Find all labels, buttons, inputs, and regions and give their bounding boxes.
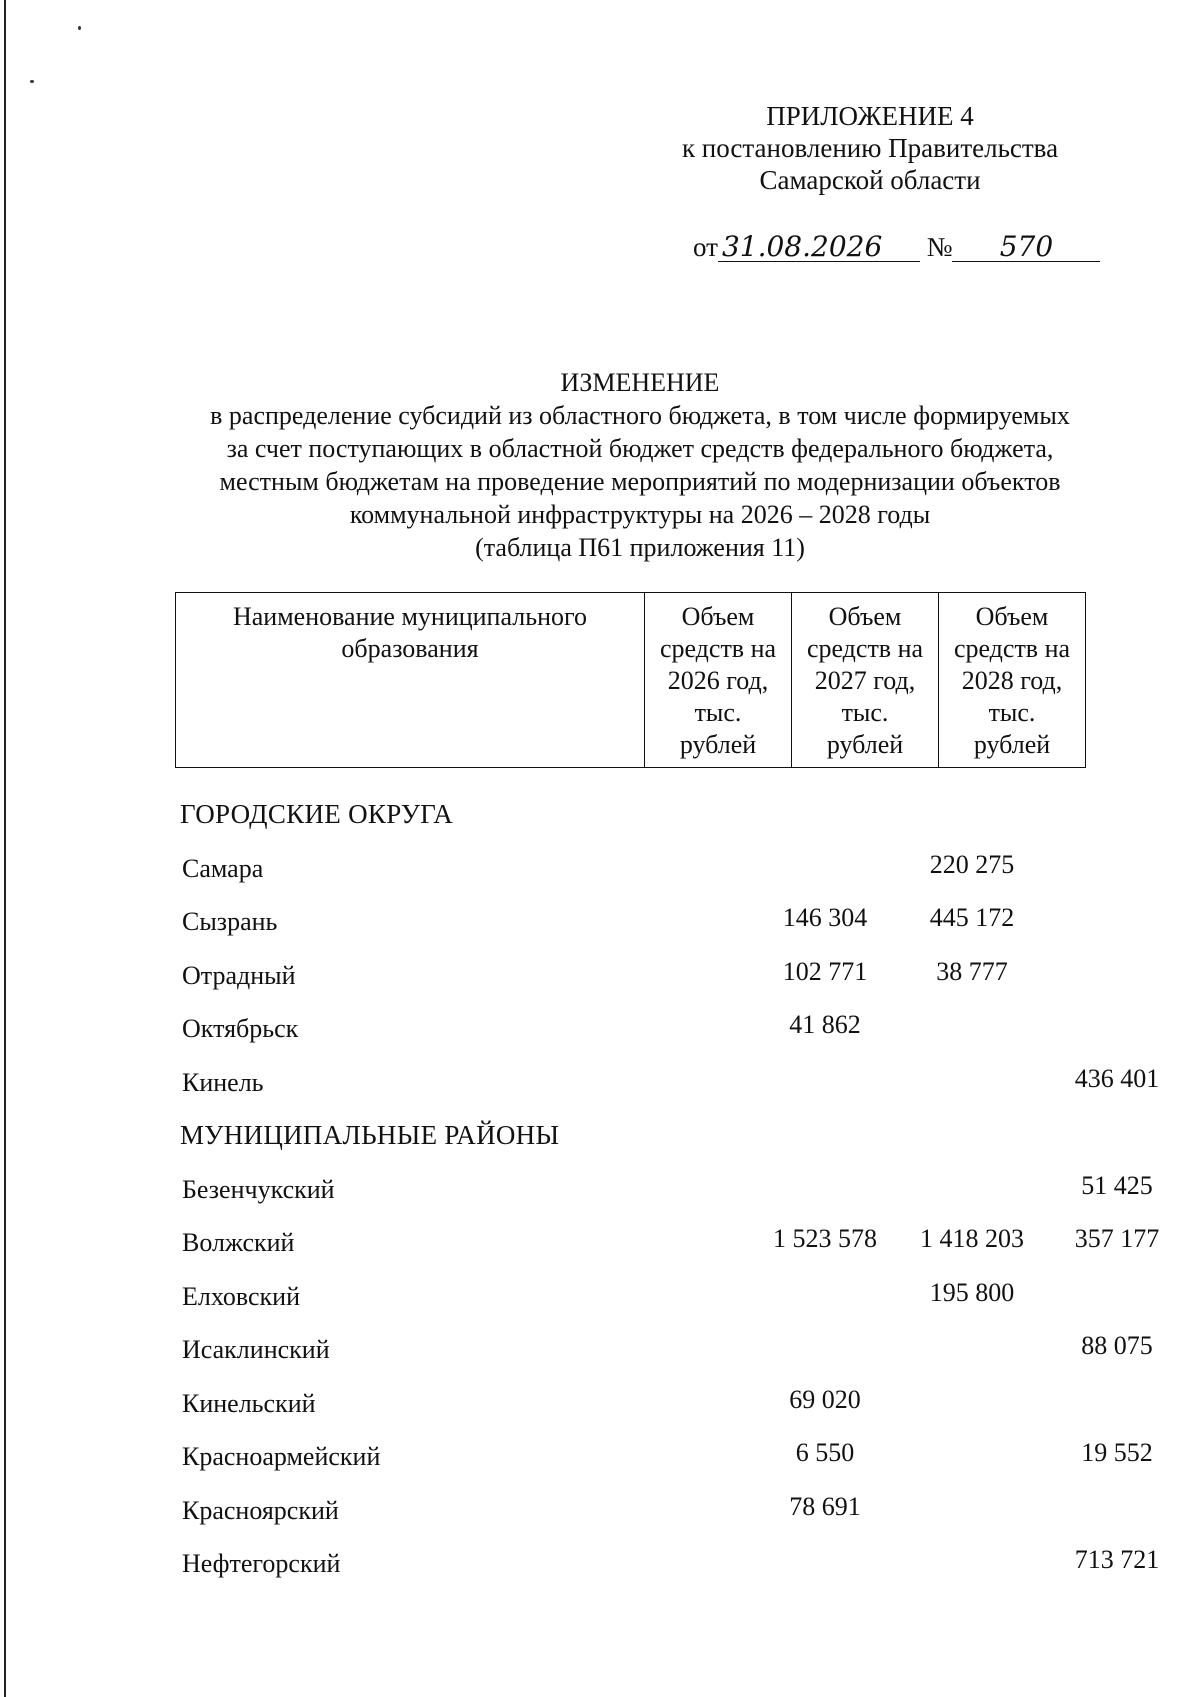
scan-speck bbox=[30, 80, 34, 83]
amount-2027: 195 800 bbox=[929, 1277, 1015, 1307]
municipality-name: Елховский bbox=[182, 1281, 300, 1311]
municipality-name: Кинельский bbox=[182, 1388, 316, 1418]
header-text: тыс. bbox=[841, 698, 889, 727]
header-text: образования bbox=[341, 634, 479, 663]
title-line: коммунальной инфраструктуры на 2026 – 2028 годы bbox=[349, 500, 931, 529]
municipality-name: Кинель bbox=[182, 1067, 264, 1097]
header-text: Объем bbox=[681, 602, 755, 631]
municipality-name: Красноярский bbox=[182, 1495, 339, 1525]
header-text: 2027 год, bbox=[814, 666, 916, 695]
table-row bbox=[180, 1377, 1080, 1431]
amount-2026: 102 771 bbox=[782, 956, 868, 986]
appendix-reference: к постановлению Правительства bbox=[681, 133, 1059, 163]
amount-2026: 1 523 578 bbox=[773, 1224, 877, 1253]
header-text: Объем bbox=[975, 602, 1049, 631]
header-text: рублей bbox=[973, 730, 1051, 759]
table-row bbox=[180, 949, 1080, 1003]
header-municipality bbox=[176, 593, 645, 768]
section-title: МУНИЦИПАЛЬНЫЕ РАЙОНЫ bbox=[180, 1120, 560, 1150]
table-row bbox=[180, 842, 1080, 896]
table-row bbox=[180, 1056, 1160, 1110]
section-row bbox=[180, 788, 1080, 842]
municipality-name: Сызрань bbox=[182, 907, 278, 936]
title-line: местным бюджетам на проведение мероприятий по модернизации объектов bbox=[219, 467, 1061, 496]
header-text: средств на bbox=[806, 634, 924, 663]
appendix-header bbox=[640, 100, 1100, 196]
amount-2028: 19 552 bbox=[1081, 1438, 1153, 1467]
amount-2026: 146 304 bbox=[782, 903, 868, 932]
table-header bbox=[175, 592, 1086, 768]
municipality-name: Исаклинский bbox=[182, 1335, 330, 1364]
title-table-reference: (таблица П61 приложения 11) bbox=[475, 533, 805, 562]
amount-2027: 445 172 bbox=[929, 903, 1015, 932]
amount-2027: 1 418 203 bbox=[920, 1224, 1024, 1253]
scan-speck bbox=[78, 26, 81, 30]
amount-2028: 51 425 bbox=[1081, 1170, 1153, 1200]
amount-2026: 41 862 bbox=[789, 1010, 861, 1039]
header-text: средств на bbox=[953, 634, 1071, 663]
table-row bbox=[180, 1537, 1160, 1591]
header-text: рублей bbox=[679, 730, 757, 759]
amount-2026: 78 691 bbox=[789, 1491, 861, 1521]
table-row bbox=[180, 1163, 1153, 1217]
from-label: от bbox=[693, 232, 718, 262]
header-text: 2026 год, bbox=[667, 666, 769, 695]
header-text: рублей bbox=[826, 730, 904, 759]
municipality-name: Волжский bbox=[182, 1228, 295, 1257]
table-row bbox=[180, 1484, 1080, 1538]
handwritten-number: 570 bbox=[952, 233, 1100, 262]
amount-2028: 436 401 bbox=[1074, 1063, 1160, 1093]
municipality-name: Отрадный bbox=[182, 960, 296, 990]
amount-2027: 220 275 bbox=[929, 849, 1015, 879]
table-row bbox=[180, 1323, 1153, 1377]
municipality-name: Нефтегорский bbox=[182, 1549, 341, 1578]
header-2028 bbox=[939, 593, 1086, 768]
table-row bbox=[180, 1270, 1080, 1324]
municipality-name: Самара bbox=[182, 853, 264, 883]
header-text: средств на bbox=[659, 634, 777, 663]
amount-2027: 38 777 bbox=[936, 956, 1008, 986]
amount-2026: 6 550 bbox=[795, 1438, 855, 1467]
appendix-region: Самарской области bbox=[759, 165, 981, 195]
municipality-name: Октябрьск bbox=[182, 1014, 299, 1043]
header-text: Объем bbox=[828, 602, 902, 631]
header-2026 bbox=[645, 593, 792, 768]
amount-2028: 713 721 bbox=[1074, 1545, 1160, 1574]
municipality-name: Красноармейский bbox=[182, 1442, 381, 1471]
header-text: Наименование муниципального bbox=[232, 602, 588, 631]
amount-2028: 88 075 bbox=[1081, 1331, 1153, 1360]
handwritten-date: 31.08.2026 bbox=[718, 233, 920, 262]
number-label: № bbox=[926, 232, 953, 262]
header-text: 2028 год, bbox=[961, 666, 1063, 695]
amount-2028: 357 177 bbox=[1074, 1224, 1160, 1253]
header-text: тыс. bbox=[694, 698, 742, 727]
document-title bbox=[150, 366, 1130, 564]
table-row bbox=[180, 1430, 1153, 1484]
table-row bbox=[180, 1002, 1080, 1056]
header-2027 bbox=[792, 593, 939, 768]
amount-2026: 69 020 bbox=[789, 1384, 861, 1414]
table-row bbox=[180, 1216, 1160, 1270]
title-line: в распределение субсидий из областного бюджета, в том числе формируемых bbox=[210, 401, 1070, 430]
section-row bbox=[180, 1109, 1080, 1163]
scan-page-edge bbox=[4, 0, 6, 1697]
section-title: ГОРОДСКИЕ ОКРУГА bbox=[180, 799, 454, 829]
title-heading: ИЗМЕНЕНИЕ bbox=[560, 368, 720, 397]
municipality-name: Безенчукский bbox=[182, 1174, 335, 1204]
header-text: тыс. bbox=[988, 698, 1036, 727]
table-row bbox=[180, 895, 1080, 949]
table-body bbox=[180, 788, 1160, 1591]
appendix-number: ПРИЛОЖЕНИЕ 4 bbox=[766, 101, 974, 131]
resolution-date-number bbox=[693, 232, 1100, 263]
title-line: за счет поступающих в областной бюджет средств федерального бюджета, bbox=[226, 434, 1054, 463]
